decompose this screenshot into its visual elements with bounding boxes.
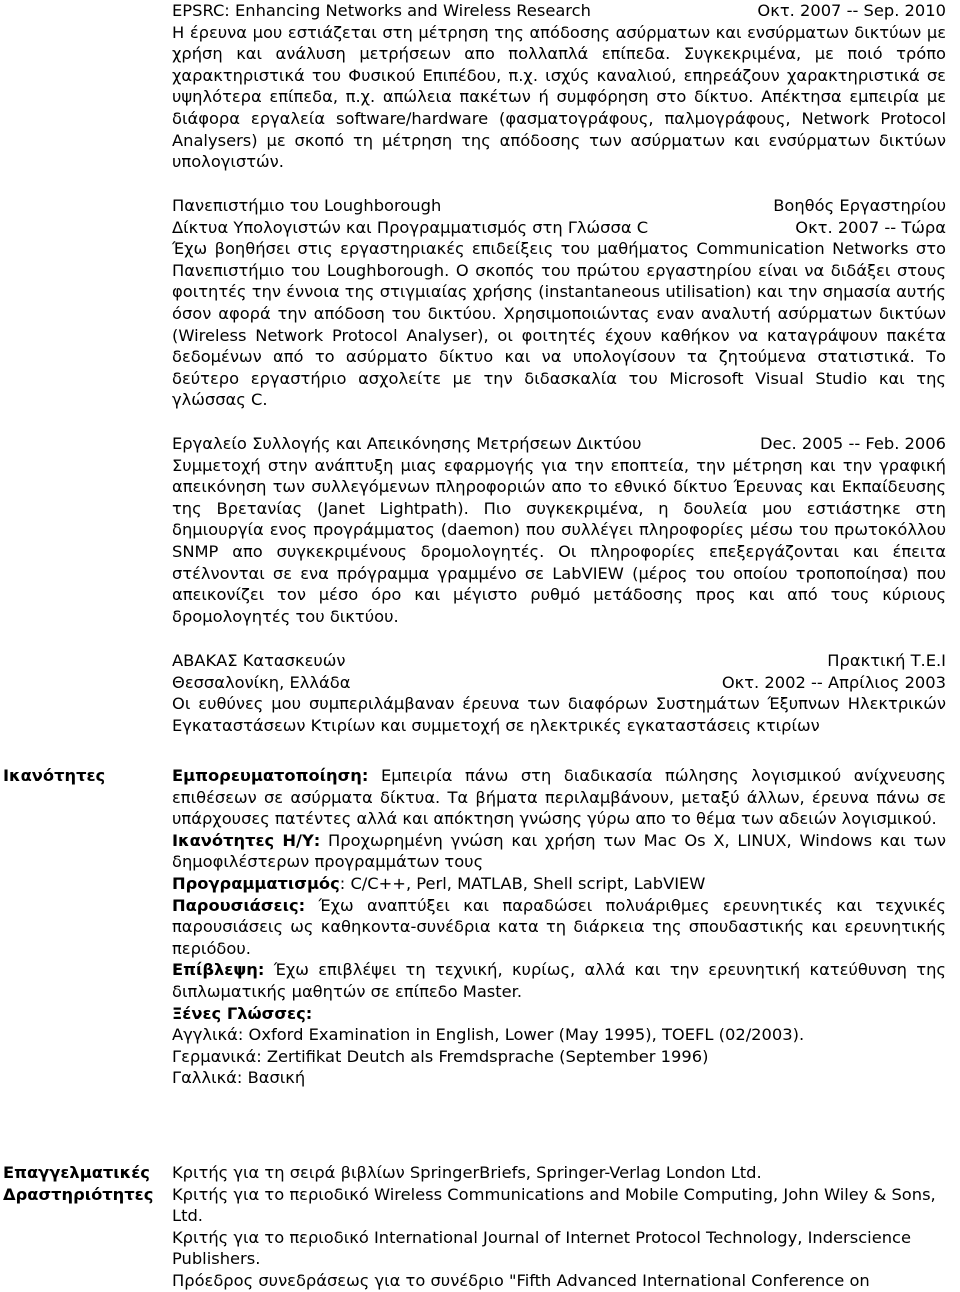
- professional-item: Κριτής για το περιοδικό Wireless Communications and Mobile Computing, John Wiley & Sons, Ltd.: [172, 1184, 936, 1226]
- language-french: Γαλλικά: Βασική: [172, 1068, 306, 1088]
- loughborough-role: Βοηθός Εργαστηρίου: [773, 196, 946, 215]
- professional-item: Κριτής για το περιοδικό International Journal of Internet Protocol Technology, Inderscience Publishers.: [172, 1227, 911, 1269]
- tool-description: Συμμετοχή στην ανάπτυξη μιας εφαρμογής για την εποπτεία, την μέτρηση και την γραφική απεικόνηση των συλλεγόμενων πληροφοριών απο το εθνικό δίκτυο Έρευνας και Εκπαίδευσης της Βρετανίας (Janet Lightpath). Πιο συγκεκριμένα, η δουλεία μου εστιάστηκε στη δημιουργία ενος προγράμματος (daemon) που συλλέγει πληροφορίες μέσω του πρωτοκόλλου SNMP απο συγκεκριμένους δρομολογητές. Οι πληροφορίες επεξεργάζονται και έπειτα στέλνονται σε ενα πρόγραμμα γραμμένο σε LabVIEW (μέρος του οποίου τροποποίησα) που απεικονίζει τον μέσο όρο και μέγιστο ρυθμό μετάδοσης προς και από τους κύριους δρομολογητές του δικτύου.: [172, 455, 946, 626]
- professional-item: Πρόεδρος συνεδράσεως για το συνέδριο "Fifth Advanced International Conference on: [172, 1270, 870, 1290]
- skill-computers-label: Ικανότητες Η/Υ:: [172, 830, 321, 850]
- skill-presentations-label: Παρουσιάσεις:: [172, 895, 306, 915]
- skill-marketing-text: Εμπειρία πάνω στη διαδικασία πώλησης λογισμικού ανίχνευσης επιθέσεων σε ασύρματα δίκτυα. Τα βήματα περιλαμβάνουν, μεταξύ άλλων, έρευνα πάνω σε υπάρχουσες πατέντες αλλά και απόκτηση γνώσης γύρω απο το θέμα των αδειών λογισμικού.: [172, 766, 946, 829]
- tool-title: Εργαλείο Συλλογής και Απεικόνησης Μετρήσεων Δικτύου: [172, 434, 642, 453]
- loughborough-dates: Οκτ. 2007 -- Τώρα: [795, 217, 946, 237]
- loughborough-subheader: [172, 217, 946, 239]
- tool-header: [172, 433, 946, 455]
- skill-programming-label: Προγραμματισμός: [172, 873, 340, 893]
- skill-languages: [172, 1003, 946, 1025]
- abakas-org: ΑΒΑΚΑΣ Κατασκευών: [172, 651, 346, 670]
- skill-languages-label: Ξένες Γλώσσες:: [172, 1003, 313, 1023]
- abakas-header: [172, 650, 946, 672]
- professional-heading-line1: Επαγγελματικές: [3, 1163, 150, 1182]
- research-entry: [172, 0, 946, 173]
- skill-supervision: [172, 959, 946, 1002]
- skills-section: [172, 765, 946, 1089]
- professional-heading-line2: Δραστηριότητες: [3, 1184, 154, 1204]
- research-title: EPSRC: Enhancing Networks and Wireless Research: [172, 1, 591, 20]
- abakas-subheader: [172, 672, 946, 694]
- loughborough-course: Δίκτυα Υπολογιστών και Προγραμματισμός στη Γλώσσα C: [172, 217, 649, 237]
- skills-heading: Ικανότητες: [3, 766, 106, 785]
- professional-heading: [3, 1162, 153, 1205]
- skill-supervision-text: Έχω επιβλέψει τη τεχνική, κυρίως, αλλά και την ερευνητική κατεύθυνση της διπλωματικής μαθητών σε επίπεδο Master.: [172, 960, 946, 1001]
- research-dates: Οκτ. 2007 -- Sep. 2010: [757, 1, 946, 20]
- research-description: Η έρευνα μου εστιάζεται στη μέτρηση της απόδοσης ασύρματων και ενσύρματων δικτύων με χρήση και ανάλυση μετρήσεων απο πολλαπλά επίπεδα. Συγκεκριμένα, με ποιό τρόπο χαρακτηριστικά του Φυσικού Επιπέδου, π.χ. ισχύς καναλιού, επηρεάζουν χαρακτηριστικά σε υψηλότερα επίπεδα, π.χ. απώλεια πακέτων ή συμφόρηση στο δίκτυο. Απέκτησα εμπειρία με διάφορα εργαλεία software/hardware (φασματογράφους, παλμογράφους, Network Protocol Analysers) με σκοπό τη μέτρηση της απόδοσης των ασύρματων και ενσύρματων δικτύων υπολογιστών.: [172, 22, 946, 172]
- professional-item: Κριτής για τη σειρά βιβλίων SpringerBriefs, Springer-Verlag London Ltd.: [172, 1163, 762, 1182]
- abakas-dates: Οκτ. 2002 -- Απρίλιος 2003: [721, 672, 946, 692]
- skill-marketing: [172, 765, 946, 830]
- skill-programming: [172, 873, 946, 895]
- research-header: [172, 0, 946, 22]
- professional-section: [172, 1162, 946, 1292]
- tool-entry: [172, 433, 946, 627]
- language-english: Αγγλικά: Oxford Examination in English, Lower (May 1995), TOEFL (02/2003).: [172, 1025, 805, 1045]
- tool-dates: Dec. 2005 -- Feb. 2006: [759, 434, 946, 453]
- skill-presentations-text: Έχω αναπτύξει και παραδώσει πολυάριθμες ερευνητικές και τεχνικές παρουσιάσεις ως καθηκοντα-συνέδρια κατα τη διάρκεια της σπουδαστικής και ερευνητικής περιόδου.: [172, 895, 946, 958]
- loughborough-description: Έχω βοηθήσει στις εργαστηριακές επιδείξεις του μαθήματος Communication Networks στο Πανεπιστήμιο του Loughborough. Ο σκοπός του πρώτου εργαστηρίου είναι να διδάξει στους φοιτητές την έννοια της στιγμιαίας χρήσης (instantaneous utilisation) και την σημασία αυτής όσον αφορά την απόδοση του δικτύου. Χρησιμοποιώντας εναν αναλυτή ασύρματων δικτύων (Wireless Network Protocol Analyser), οι φοιτητές έχουν καθήκον να καταγράψουν πακέτα δεδομένων από το ασύρματο δίκτυο και να υπολογίσουν τα ζητούμενα στατιστικά. Το δεύτερο εργαστήριο ασχολείτε με την διδασκαλία του Microsoft Visual Studio και της γλώσσας C.: [172, 239, 946, 410]
- skill-computers-text: Προχωρημένη γνώση και χρήση των Mac Os X, LINUX, Windows και των δημοφιλέστερων προγραμμάτων τους: [172, 830, 946, 872]
- abakas-role: Πρακτική Τ.Ε.Ι: [827, 651, 946, 670]
- skill-supervision-label: Επίβλεψη:: [172, 960, 265, 980]
- skill-marketing-label: Εμπορευματοποίηση:: [172, 766, 369, 785]
- abakas-location: Θεσσαλονίκη, Ελλάδα: [172, 672, 351, 692]
- loughborough-header: [172, 195, 946, 217]
- abakas-entry: [172, 650, 946, 736]
- abakas-description: Οι ευθύνες μου συμπεριλάμβαναν έρευνα των διαφόρων Συστημάτων Έξυπνων Ηλεκτρικών Εγκαταστάσεων Κτιρίων και συμμετοχή σε ηλεκτρικές εγκαταστάσεις κτιρίων: [172, 694, 946, 735]
- skill-presentations: [172, 895, 946, 960]
- loughborough-org: Πανεπιστήμιο του Loughborough: [172, 196, 442, 215]
- loughborough-entry: [172, 195, 946, 411]
- skill-programming-text: : C/C++, Perl, MATLAB, Shell script, LabVIEW: [339, 873, 706, 893]
- skill-computers: [172, 830, 946, 873]
- language-german: Γερμανικά: Zertifikat Deutch als Fremdsprache (September 1996): [172, 1046, 709, 1066]
